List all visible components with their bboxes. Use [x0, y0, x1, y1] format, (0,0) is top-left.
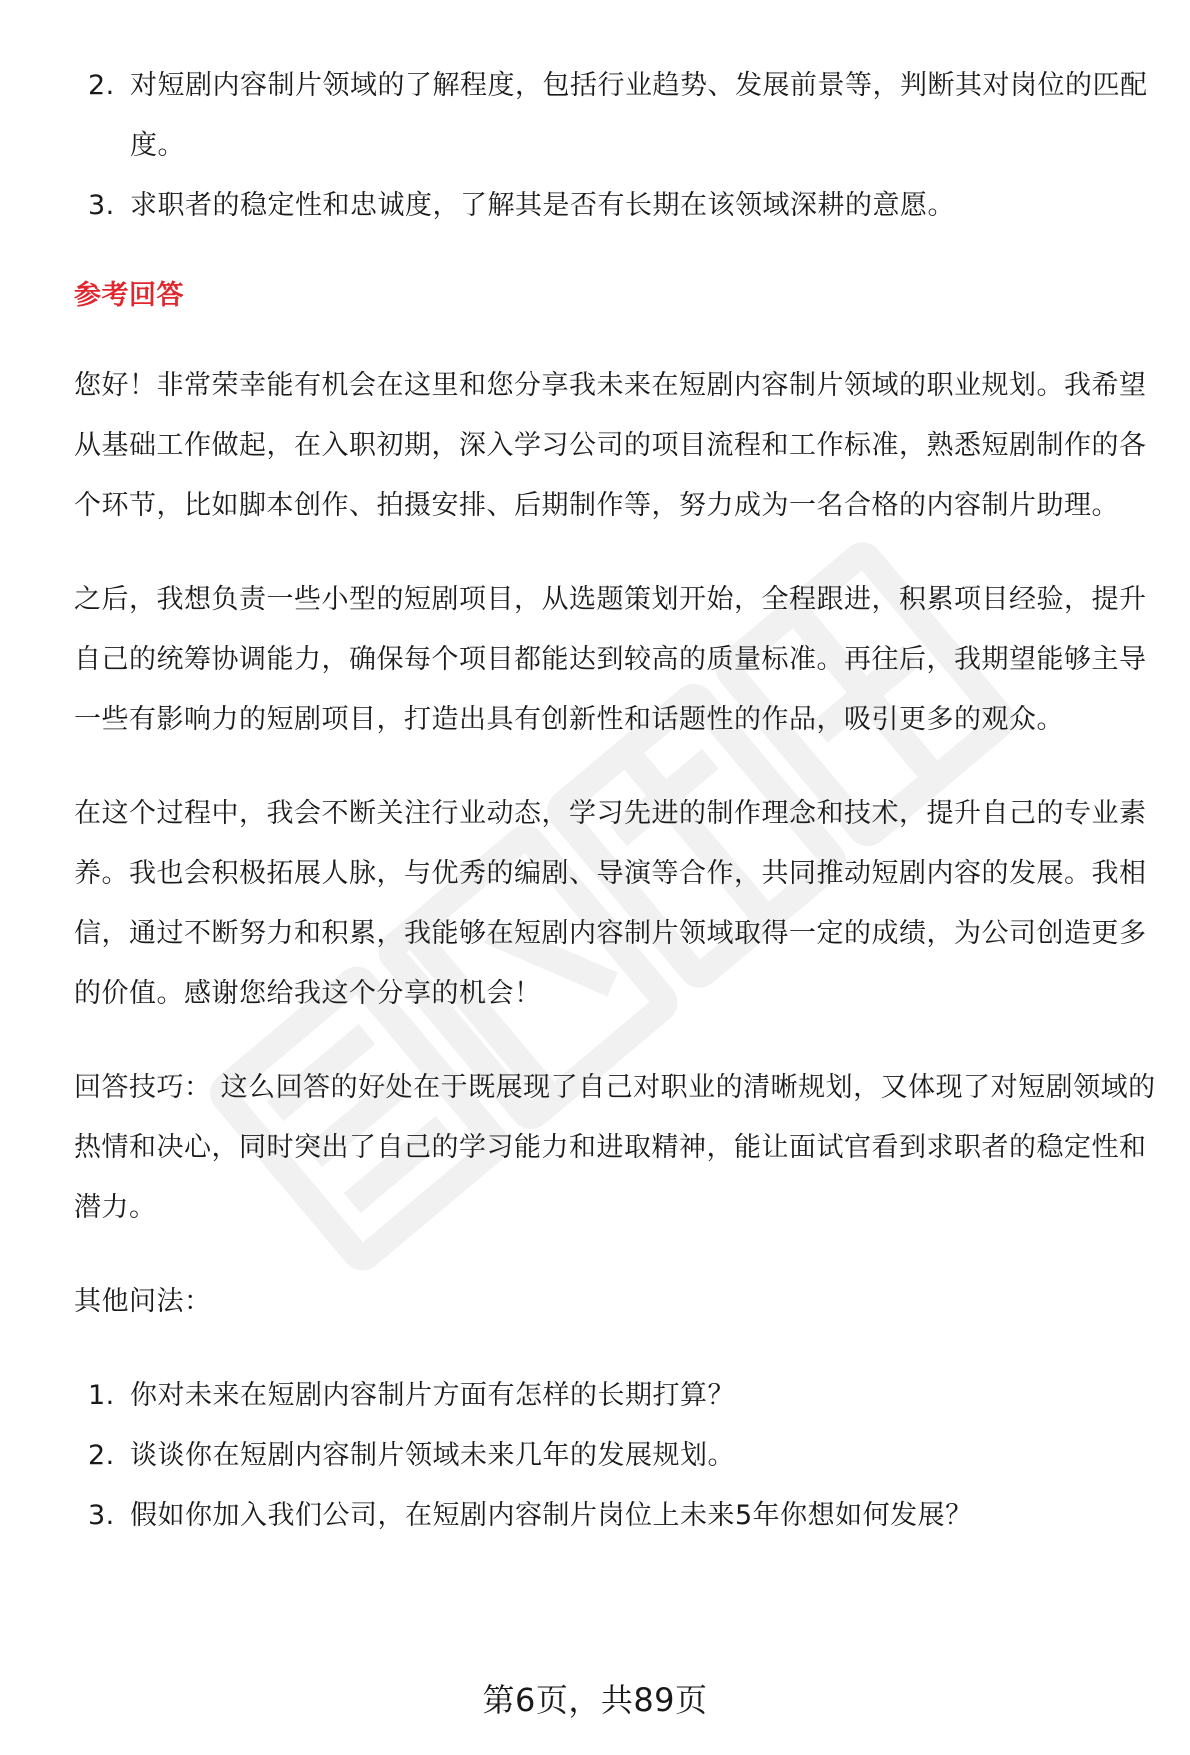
- list-number: 3.: [88, 190, 115, 221]
- list-text: 你对未来在短剧内容制片方面有怎样的长期打算？: [130, 1380, 735, 1411]
- section-heading: 参考回答: [74, 280, 184, 311]
- list-text: 求职者的稳定性和忠诚度，了解其是否有长期在该领域深耕的意愿。: [130, 190, 955, 221]
- answer-paragraph-2: 之后，我想负责一些小型的短剧项目，从选题策划开始，全程跟进，积累项目经验，提升自己的统筹协调能力，确保每个项目都能达到较高的质量标准。再往后，我期望能够主导一些有影响力的短剧项目，打造出具有创新性和话题性的作品，吸引更多的观众。: [74, 584, 1147, 735]
- list-item: [74, 56, 1164, 176]
- other-questions-label: 其他问法：: [74, 1286, 212, 1317]
- list-item: [74, 1366, 1164, 1426]
- page-number-footer: 第6页，共89页: [482, 1681, 708, 1719]
- answer-paragraph-3: 在这个过程中，我会不断关注行业动态，学习先进的制作理念和技术，提升自己的专业素养。我也会积极拓展人脉，与优秀的编剧、导演等合作，共同推动短剧内容的发展。我相信，通过不断努力和积累，我能够在短剧内容制片领域取得一定的成绩，为公司创造更多的价值。感谢您给我这个分享的机会！: [74, 798, 1147, 1009]
- list-number: 3.: [88, 1500, 115, 1531]
- list-item: [74, 1486, 1164, 1546]
- list-item: [74, 176, 1164, 236]
- list-number: 2.: [88, 70, 115, 101]
- list-text: 对短剧内容制片领域的了解程度，包括行业趋势、发展前景等，判断其对岗位的匹配度。: [130, 70, 1148, 161]
- criteria-list: [74, 56, 1164, 236]
- list-item: [74, 1426, 1164, 1486]
- list-number: 2.: [88, 1440, 115, 1471]
- answer-tips: 回答技巧： 这么回答的好处在于既展现了自己对职业的清晰规划，又体现了对短剧领域的热情和决心，同时突出了自己的学习能力和进取精神，能让面试官看到求职者的稳定性和潜力。: [74, 1072, 1156, 1223]
- list-text: 假如你加入我们公司，在短剧内容制片岗位上未来5年你想如何发展？: [130, 1500, 973, 1531]
- list-number: 1.: [88, 1380, 115, 1411]
- other-questions-list: [74, 1366, 1164, 1546]
- answer-paragraph-1: 您好！非常荣幸能有机会在这里和您分享我未来在短剧内容制片领域的职业规划。我希望从基础工作做起，在入职初期，深入学习公司的项目流程和工作标准，熟悉短剧制作的各个环节，比如脚本创作、拍摄安排、后期制作等，努力成为一名合格的内容制片助理。: [74, 370, 1147, 521]
- list-text: 谈谈你在短剧内容制片领域未来几年的发展规划。: [130, 1440, 735, 1471]
- document-body: [74, 56, 1164, 1546]
